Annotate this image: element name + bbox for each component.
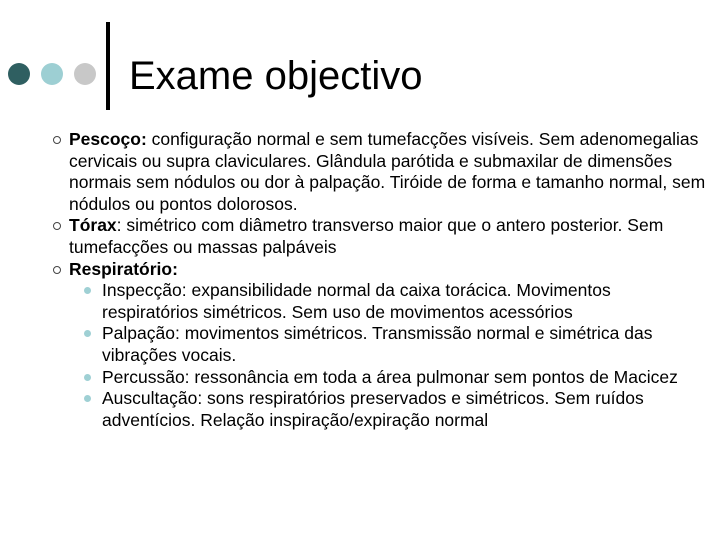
- subbullet-percussao: [0, 367, 709, 389]
- dot-light-teal: [41, 63, 63, 85]
- bullet-respiratorio: [0, 259, 709, 281]
- bullet-marker: [53, 266, 61, 274]
- subbullet-text: Auscultação: sons respiratórios preservados e simétricos. Sem ruídos adventícios. Relação inspiração/expiração normal: [102, 388, 644, 430]
- bullet-label: Respiratório:: [69, 258, 178, 279]
- bullet-text: configuração normal e sem tumefacções visíveis. Sem adenomegalias cervicais ou supra claviculares. Glândula parótida e submaxilar de dimensões normais sem nódulos ou dor à palpação. Tiróide de forma e tamanho normal, sem nódulos ou pontos dolorosos.: [69, 129, 706, 214]
- title-divider: [106, 22, 110, 110]
- bullet-marker: [53, 136, 61, 144]
- subbullet-marker: [84, 287, 91, 294]
- dot-dark-teal: [8, 63, 30, 85]
- slide-title: Exame objectivo: [129, 54, 423, 98]
- subbullet-palpacao: [0, 323, 709, 366]
- subbullet-marker: [84, 330, 91, 337]
- bullet-marker: [53, 222, 61, 230]
- slide-content: [0, 129, 720, 431]
- subbullet-text: Percussão: ressonância em toda a área pulmonar sem pontos de Macicez: [102, 366, 678, 387]
- subbullet-text: Inspecção: expansibilidade normal da caixa torácica. Movimentos respiratórios simétricos. Sem uso de movimentos acessórios: [102, 280, 611, 322]
- bullet-torax: [0, 215, 709, 258]
- dot-gray: [74, 63, 96, 85]
- subbullet-text: Palpação: movimentos simétricos. Transmissão normal e simétrica das vibrações vocais.: [102, 323, 653, 365]
- decorative-dots: [8, 63, 100, 87]
- subbullet-auscultacao: [0, 388, 709, 431]
- bullet-label: Tórax: [69, 215, 117, 236]
- subbullet-marker: [84, 374, 91, 381]
- subbullet-marker: [84, 395, 91, 402]
- bullet-label: Pescoço:: [69, 129, 147, 149]
- subbullet-inspeccao: [0, 280, 709, 323]
- bullet-pescoco: [0, 129, 709, 215]
- bullet-text: : simétrico com diâmetro transverso maior que o antero posterior. Sem tumefacções ou massas palpáveis: [69, 215, 664, 257]
